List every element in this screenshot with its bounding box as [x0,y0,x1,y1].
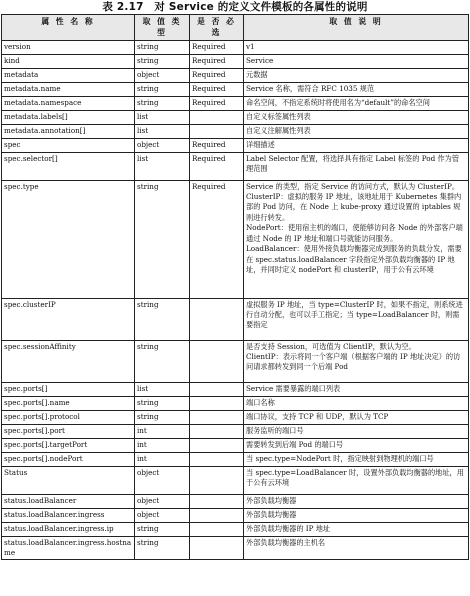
table-row [2,298,469,340]
description-paragraph: 外部负载均衡器的 IP 地址 [246,523,331,533]
description-paragraph: 是否支持 Session，可选值为 ClientIP，默认为空。 [246,341,416,351]
value-type-cell: string [135,96,190,110]
value-type-cell: int [135,438,190,452]
description-paragraph: 端口协议，支持 TCP 和 UDP，默认为 TCP [246,411,389,421]
property-name-cell: version [2,40,135,54]
required-cell [190,494,244,508]
table-row [2,508,469,522]
description-cell [244,494,469,508]
value-type-cell: int [135,452,190,466]
required-cell [190,110,244,124]
required-cell: Required [190,152,244,180]
description-paragraph: Label Selector 配置，将选择具有指定 Label 标签的 Pod 作为管理范围 [246,153,460,174]
table-row [2,522,469,536]
value-type-cell: string [135,298,190,340]
required-cell [190,536,244,560]
table-row [2,180,469,298]
table-row [2,536,469,560]
required-cell: Required [190,180,244,298]
description-paragraph: 虚拟服务 IP 地址，当 type=ClusterIP 时，如果不指定，则系统进行自动分配，也可以手工指定；当 type=LoadBalancer 时，则需要指定 [246,299,463,330]
value-type-cell: object [135,508,190,522]
description-paragraph: 自定义注解属性列表 [246,125,311,135]
table-row [2,40,469,54]
value-type-cell: string [135,340,190,382]
description-cell [244,82,469,96]
table-row [2,410,469,424]
table-row [2,138,469,152]
required-cell: Required [190,138,244,152]
description-cell [244,508,469,522]
description-cell [244,124,469,138]
value-type-cell: object [135,466,190,494]
required-cell: Required [190,54,244,68]
table-row [2,54,469,68]
required-cell [190,438,244,452]
header-required: 是 否 必 选 [190,15,244,41]
description-cell [244,180,469,298]
required-cell [190,522,244,536]
description-cell [244,410,469,424]
description-paragraph: ClientIP：表示将同一个客户端（根据客户端的 IP 地址决定）的访问请求都转发到同一个后端 Pod [246,352,461,372]
description-cell [244,452,469,466]
description-paragraph: ClusterIP：虚拟的服务 IP 地址，该地址用于 Kubernetes 集群内部的 Pod 访问，在 Node 上 kube-proxy 通过设置的 iptables 规则进行转发。 [246,192,462,222]
description-cell [244,466,469,494]
description-paragraph: Service 需要暴露的端口列表 [246,383,341,393]
value-type-cell: object [135,68,190,82]
property-name-cell: metadata.name [2,82,135,96]
table-header-row [2,15,469,41]
value-type-cell: string [135,180,190,298]
description-cell [244,152,469,180]
required-cell [190,410,244,424]
description-cell [244,424,469,438]
table-row [2,152,469,180]
property-name-cell: metadata.namespace [2,96,135,110]
property-name-cell: spec.selector[] [2,152,135,180]
header-value-type: 取 值 类 型 [135,15,190,41]
value-type-cell: string [135,536,190,560]
property-name-cell: spec.clusterIP [2,298,135,340]
header-property-name: 属 性 名 称 [2,15,135,41]
description-cell [244,96,469,110]
description-cell [244,40,469,54]
property-name-cell: spec.ports[].protocol [2,410,135,424]
property-name-cell: spec [2,138,135,152]
value-type-cell: string [135,522,190,536]
required-cell: Required [190,96,244,110]
description-paragraph: 服务监听的端口号 [246,425,304,435]
property-name-cell: spec.ports[].port [2,424,135,438]
table-row [2,82,469,96]
value-type-cell: list [135,124,190,138]
description-paragraph: 命名空间，不指定系统时将使用名为“default”的命名空间 [246,97,430,107]
required-cell [190,124,244,138]
property-name-cell: spec.ports[] [2,382,135,396]
table-row [2,382,469,396]
value-type-cell: list [135,110,190,124]
table-row [2,452,469,466]
property-name-cell: spec.type [2,180,135,298]
description-paragraph: 当 spec.type=NodePort 时，指定映射到物理机的端口号 [246,453,434,463]
description-cell [244,68,469,82]
property-name-cell: metadata [2,68,135,82]
description-paragraph: Service 的类型，指定 Service 的访问方式，默认为 ClusterIP。 [246,181,460,191]
table-row [2,68,469,82]
property-name-cell: metadata.annotation[] [2,124,135,138]
description-paragraph: NodePort：使用宿主机的端口，使能够访问各 Node 的外部客户端通过 Node 的 IP 地址和端口号就能访问服务。 [246,223,463,243]
description-cell [244,396,469,410]
required-cell [190,424,244,438]
value-type-cell: string [135,54,190,68]
table-row [2,494,469,508]
required-cell [190,452,244,466]
property-name-cell: status.loadBalancer.ingress [2,508,135,522]
required-cell [190,298,244,340]
value-type-cell: list [135,382,190,396]
value-type-cell: string [135,40,190,54]
table-caption: 表 2.17 对 Service 的定义文件模板的各属性的说明 [102,1,368,13]
description-paragraph: Service [246,55,274,65]
description-cell [244,54,469,68]
table-row [2,438,469,452]
description-paragraph: LoadBalancer：使用外接负载均衡器完成到服务的负载分发，需要在 spec.status.loadBalancer 字段指定外部负载均衡器的 IP 地址，并同时定义 nodePort 和 clusterIP，用于公有云环境 [246,244,462,275]
table-row [2,466,469,494]
description-paragraph: 外部负载均衡器 [246,509,297,519]
table-row [2,340,469,382]
property-name-cell: status.loadBalancer.ingress.hostname [2,536,135,560]
required-cell: Required [190,68,244,82]
required-cell: Required [190,40,244,54]
property-name-cell: status.loadBalancer [2,494,135,508]
table-row [2,424,469,438]
description-cell [244,438,469,452]
required-cell [190,466,244,494]
table-row [2,124,469,138]
description-paragraph: 需要转发到后端 Pod 的端口号 [246,439,344,449]
property-name-cell: metadata.labels[] [2,110,135,124]
description-paragraph: 详细描述 [246,139,275,149]
required-cell [190,382,244,396]
table-row [2,396,469,410]
table-row [2,96,469,110]
property-name-cell: Status [2,466,135,494]
value-type-cell: string [135,410,190,424]
description-paragraph: v1 [246,41,255,51]
service-properties-table [1,14,469,560]
property-name-cell: spec.ports[].targetPort [2,438,135,452]
header-description: 取 值 说 明 [244,15,469,41]
value-type-cell: string [135,82,190,96]
description-cell [244,340,469,382]
value-type-cell: int [135,424,190,438]
description-cell [244,522,469,536]
property-name-cell: kind [2,54,135,68]
property-name-cell: spec.sessionAffinity [2,340,135,382]
table-row [2,110,469,124]
description-paragraph: Service 名称，需符合 RFC 1035 规范 [246,83,375,93]
required-cell [190,396,244,410]
value-type-cell: list [135,152,190,180]
value-type-cell: object [135,138,190,152]
description-paragraph: 元数据 [246,69,268,79]
property-name-cell: status.loadBalancer.ingress.ip [2,522,135,536]
required-cell [190,508,244,522]
value-type-cell: string [135,396,190,410]
description-cell [244,382,469,396]
description-cell [244,138,469,152]
value-type-cell: object [135,494,190,508]
required-cell: Required [190,82,244,96]
required-cell [190,340,244,382]
description-paragraph: 自定义标签属性列表 [246,111,311,121]
description-paragraph: 当 spec.type=LoadBalancer 时，设置外部负载均衡器的地址，用于公有云环境 [246,467,464,488]
property-name-cell: spec.ports[].nodePort [2,452,135,466]
property-name-cell: spec.ports[].name [2,396,135,410]
description-cell [244,298,469,340]
description-paragraph: 端口名称 [246,397,275,407]
description-cell [244,536,469,560]
description-paragraph: 外部负载均衡器的主机名 [246,537,326,547]
description-cell [244,110,469,124]
description-paragraph: 外部负载均衡器 [246,495,297,505]
